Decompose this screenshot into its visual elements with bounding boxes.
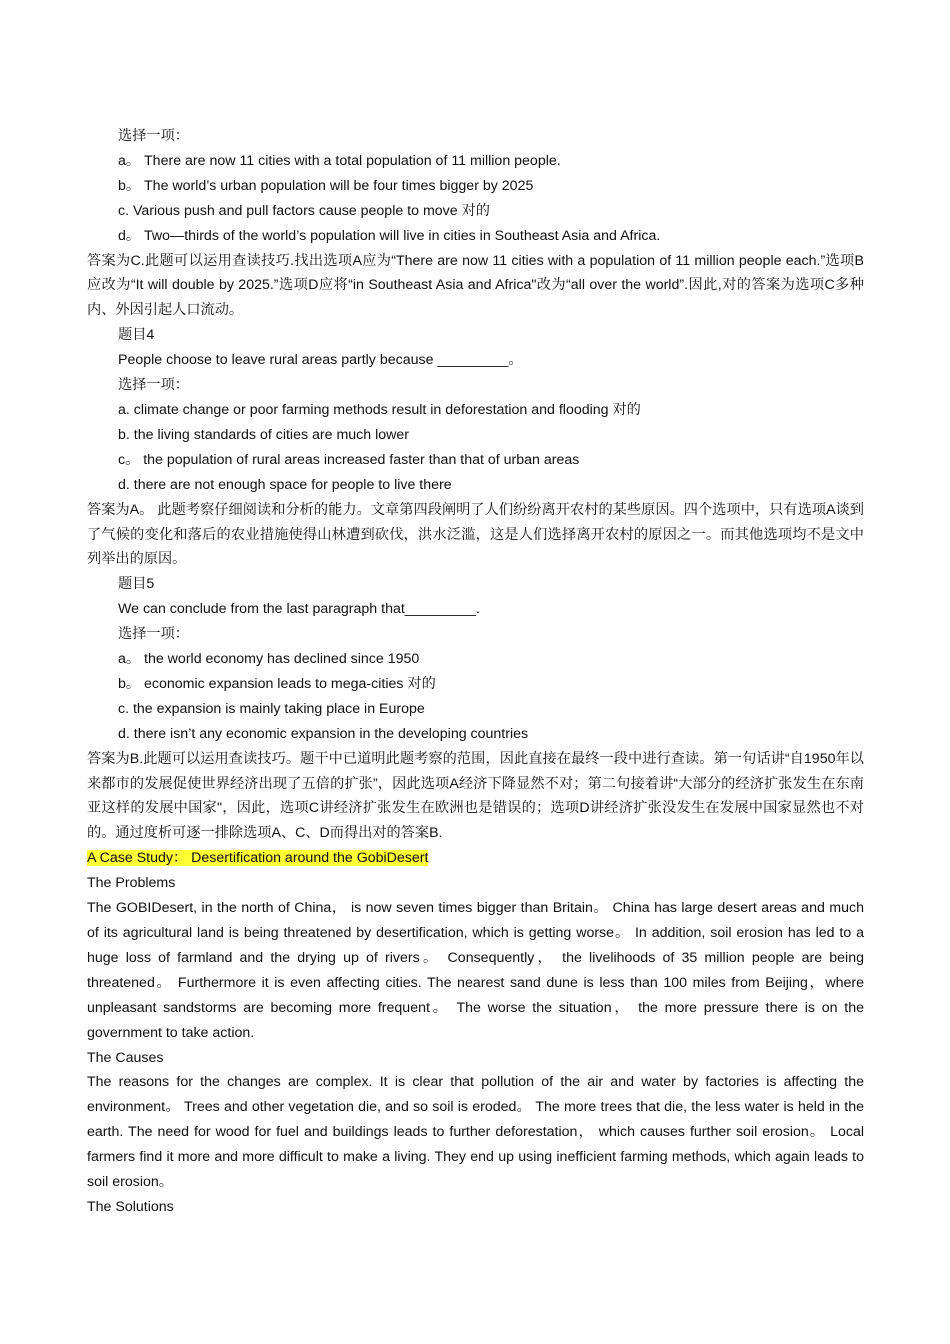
q4-answer: 答案为A。 此题考察仔细阅读和分析的能力。文章第四段阐明了人们纷纷离开农村的某些原因。四个选项中，只有选项A谈到了气候的变化和落后的农业措施使得山林遭到砍伐，洪水泛滥，这是人们选择离开农村的原因之一。而其他选项均不是文中列举出的原因。 — [87, 501, 864, 568]
q4-question: People choose to leave rural areas partly because _________。 — [118, 352, 523, 369]
q3-prompt: 选择一项： — [118, 128, 189, 144]
q5-answer: 答案为B.此题可以运用查读技巧。题干中已道明此题考察的范围，因此直接在最终一段中进行查读。第一句话讲“自1950年以来都市的发展促使世界经济出现了五倍的扩张”，因此选项A经济下降显然不对；第二句接着讲“大部分的经济扩张发生在东南亚这样的发展中国家"，因此，选项C讲经济扩张发生在欧洲也是错误的；选项D讲经济扩张没发生在发展中国家显然也不对的。通过度析可逐一排除选项A、C、D而得出对的答案B. — [87, 750, 864, 842]
q5-option-b: b。 economic expansion leads to mega-cities 对的 — [118, 675, 436, 692]
problems-heading: The Problems — [87, 875, 176, 892]
q5-option-c: c. the expansion is mainly taking place in Europe — [118, 700, 425, 717]
solutions-heading: The Solutions — [87, 1198, 174, 1215]
q4-prompt: 选择一项： — [118, 377, 189, 394]
causes-heading: The Causes — [87, 1049, 164, 1066]
q5-title: 题目5 — [118, 576, 155, 593]
q5-prompt: 选择一项： — [118, 626, 189, 643]
q5-option-a: a。 the world economy has declined since 1950 — [118, 651, 420, 668]
q4-option-b: b. the living standards of cities are much lower — [118, 426, 409, 443]
q3-answer: 答案为C.此题可以运用查读技巧.找出选项A应为“There are now 11 cities with a population of 11 million people each.”选项B应改为“It will double by 2025.”选项D应将“in Southeast Asia and Africa"改为“all over the world”.因此,对的答案为选项C多种内、外因引起人口流动。 — [87, 252, 864, 319]
document-content — [87, 124, 864, 1220]
q3-option-a: a。 There are now 11 cities with a total population of 11 million people. — [118, 152, 561, 169]
q3-option-c: c. Various push and pull factors cause people to move 对的 — [118, 202, 490, 219]
causes-paragraph: The reasons for the changes are complex. It is clear that pollution of the air and water by factories is affecting the environment。 Trees and other vegetation die, and so soil is eroded。 The more trees that die, the less water is held in the earth. The need for wood for fuel and buildings leads to further deforestation， which causes further soil erosion。 Local farmers find it more and more difficult to make a living. They end up using inefficient farming methods, which again leads to soil erosion。 — [87, 1074, 864, 1191]
q5-option-d: d. there isn’t any economic expansion in the developing countries — [118, 725, 529, 742]
q4-option-d: d. there are not enough space for people to live there — [118, 476, 452, 493]
q4-option-a: a. climate change or poor farming methods result in deforestation and flooding 对的 — [118, 401, 641, 418]
q4-option-c: c。 the population of rural areas increased faster than that of urban areas — [118, 451, 580, 468]
q5-question: We can conclude from the last paragraph that_________. — [118, 601, 480, 618]
problems-paragraph: The GOBIDesert, in the north of China， is now seven times bigger than Britain。 China has large desert areas and much of its agricultural land is being threatened by desertification, which is getting worse。 In addition, soil erosion has led to a huge loss of farmland and the drying up of rivers。 Consequently， the livelihoods of 35 million people are being threatened。 Furthermore it is even affecting cities. The nearest sand dune is less than 100 miles from Beijing，where unpleasant sandstorms are becoming more frequent。 The worse the situation， the more pressure there is on the government to take action. — [87, 900, 864, 1041]
q4-title: 题目4 — [118, 327, 155, 344]
q3-option-b: b。 The world’s urban population will be four times bigger by 2025 — [118, 177, 534, 194]
case-study-title: A Case Study： Desertification around the GobiDesert — [87, 850, 429, 867]
case-study-title-line — [87, 846, 864, 871]
q3-option-d: d。 Two—thirds of the world’s population will live in cities in Southeast Asia and Africa. — [118, 227, 661, 244]
